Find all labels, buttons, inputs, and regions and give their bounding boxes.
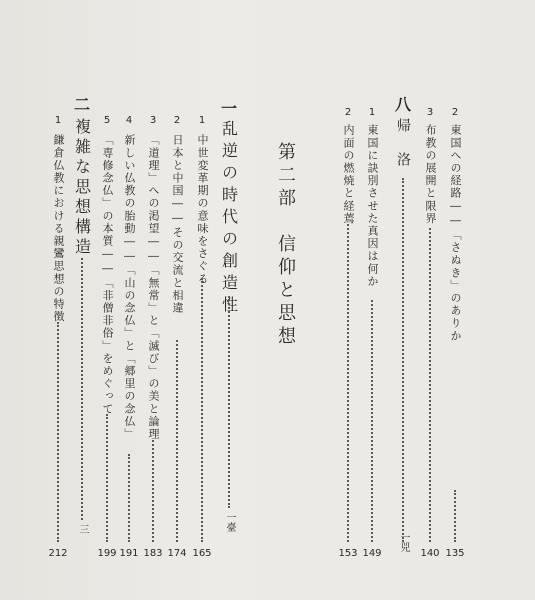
entry-number: 3 (426, 107, 434, 118)
leader-dots (402, 178, 404, 542)
entry-title: 「道理」への渇望――「無常」と「滅び」の美と論理 (147, 134, 160, 441)
leader-dots (371, 300, 373, 542)
page-number: 140 (420, 548, 440, 559)
leader-dots (106, 414, 108, 542)
part-title: 第二部 信仰と思想 (275, 142, 296, 349)
entry-number: 2 (173, 115, 181, 126)
leader-dots (201, 278, 203, 542)
entry-number: 2 (451, 107, 459, 118)
section-mark: 八 (394, 95, 412, 114)
entry-number: 2 (344, 107, 352, 118)
leader-dots (152, 440, 154, 542)
entry-title: 布教の展開と限界 (424, 124, 437, 225)
page-number: 149 (362, 548, 382, 559)
page-number: 191 (119, 548, 139, 559)
entry-number: 1 (54, 115, 62, 126)
page-number: 183 (143, 548, 163, 559)
section-title: 複雑な思想構造 (72, 118, 92, 258)
entry-number: 1 (368, 107, 376, 118)
leader-dots (176, 340, 178, 542)
leader-dots (454, 490, 456, 542)
entry-title: 東国への経路――「さぬき」のありか (449, 124, 462, 343)
section-mark: 二 (73, 95, 91, 114)
page-number: 153 (338, 548, 358, 559)
entry-number: 4 (125, 115, 133, 126)
leader-dots (57, 322, 59, 542)
entry-number: 5 (103, 115, 111, 126)
page-number: 三 (77, 524, 88, 534)
entry-number: 1 (198, 115, 206, 126)
page-number: 212 (48, 548, 68, 559)
page-number: 一臺 (224, 512, 235, 532)
entry-title: 中世変革期の意味をさぐる (196, 134, 209, 286)
entry-title: 「専修念仏」の本質――「非僧非俗」をめぐって (101, 134, 114, 416)
section-title: 帰 洛 (395, 118, 411, 169)
page-number: 165 (192, 548, 212, 559)
section-title: 乱逆の時代の創造性 (219, 120, 239, 318)
leader-dots (228, 296, 230, 508)
leader-dots (128, 454, 130, 542)
page-number: 一兕 (398, 532, 409, 552)
entry-number: 3 (149, 115, 157, 126)
page-number: 174 (167, 548, 187, 559)
entry-title: 東国に訣別させた真因は何か (366, 124, 379, 288)
entry-title: 日本と中国――その交流と相違 (171, 134, 184, 315)
page-number: 135 (445, 548, 465, 559)
leader-dots (347, 224, 349, 542)
entry-title: 鎌倉仏教における親鸞思想の特徴 (52, 134, 65, 323)
entry-title: 新しい仏教の胎動――「山の念仏」と「郷里の念仏」 (123, 134, 136, 441)
leader-dots (429, 228, 431, 542)
page-number: 199 (97, 548, 117, 559)
leader-dots (81, 258, 83, 520)
section-mark: 一 (220, 99, 238, 118)
entry-title: 内面の燃焼と経蔫 (342, 124, 355, 225)
